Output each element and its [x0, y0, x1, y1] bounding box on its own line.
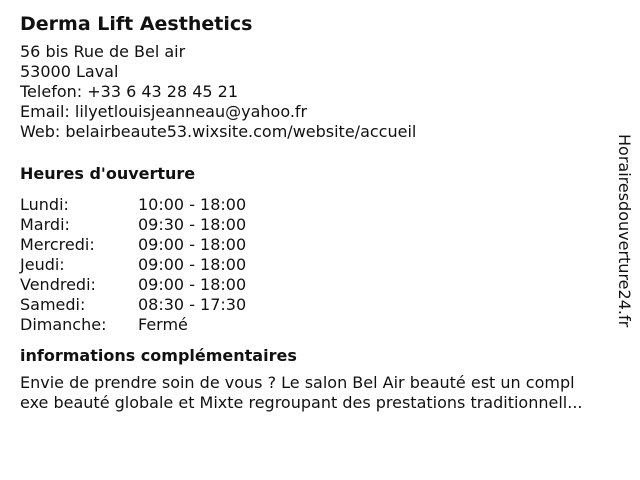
hours-row [20, 275, 620, 295]
info-line-1: Envie de prendre soin de vous ? Le salon Bel Air beauté est un compl [20, 373, 575, 392]
info-line-2: exe beauté globale et Mixte regroupant des prestations traditionnell... [20, 393, 583, 412]
time-range: Fermé [138, 315, 188, 334]
time-range: 10:00 - 18:00 [138, 195, 247, 214]
hours-row [20, 295, 620, 315]
hours-row [20, 235, 620, 255]
time-range: 09:00 - 18:00 [138, 235, 247, 254]
hours-row [20, 215, 620, 235]
day-label: Dimanche: [20, 315, 107, 334]
day-label: Lundi: [20, 195, 69, 214]
email-text[interactable]: Email: lilyetlouisjeanneau@yahoo.fr [20, 102, 308, 121]
hours-title: Heures d'ouverture [20, 164, 196, 183]
phone-text[interactable]: Telefon: +33 6 43 28 45 21 [20, 82, 239, 101]
business-card [20, 10, 620, 413]
hours-row [20, 255, 620, 275]
hours-row [20, 195, 620, 215]
time-range: 09:30 - 18:00 [138, 215, 247, 234]
contact-block [20, 42, 620, 142]
day-label: Vendredi: [20, 275, 96, 294]
business-name: Derma Lift Aesthetics [20, 13, 253, 35]
brand-vertical-text[interactable]: Horairesdouverture24.fr [615, 134, 634, 328]
info-title: informations complémentaires [20, 346, 297, 365]
time-range: 08:30 - 17:30 [138, 295, 247, 314]
address-line-1: 56 bis Rue de Bel air [20, 42, 186, 61]
hours-table [20, 195, 620, 335]
day-label: Mardi: [20, 215, 70, 234]
info-description [20, 373, 632, 413]
hours-row [20, 315, 620, 335]
time-range: 09:00 - 18:00 [138, 275, 247, 294]
day-label: Samedi: [20, 295, 86, 314]
address-line-2: 53000 Laval [20, 62, 119, 81]
day-label: Mercredi: [20, 235, 95, 254]
time-range: 09:00 - 18:00 [138, 255, 247, 274]
day-label: Jeudi: [20, 255, 65, 274]
website-text[interactable]: Web: belairbeaute53.wixsite.com/website/accueil [20, 122, 417, 141]
